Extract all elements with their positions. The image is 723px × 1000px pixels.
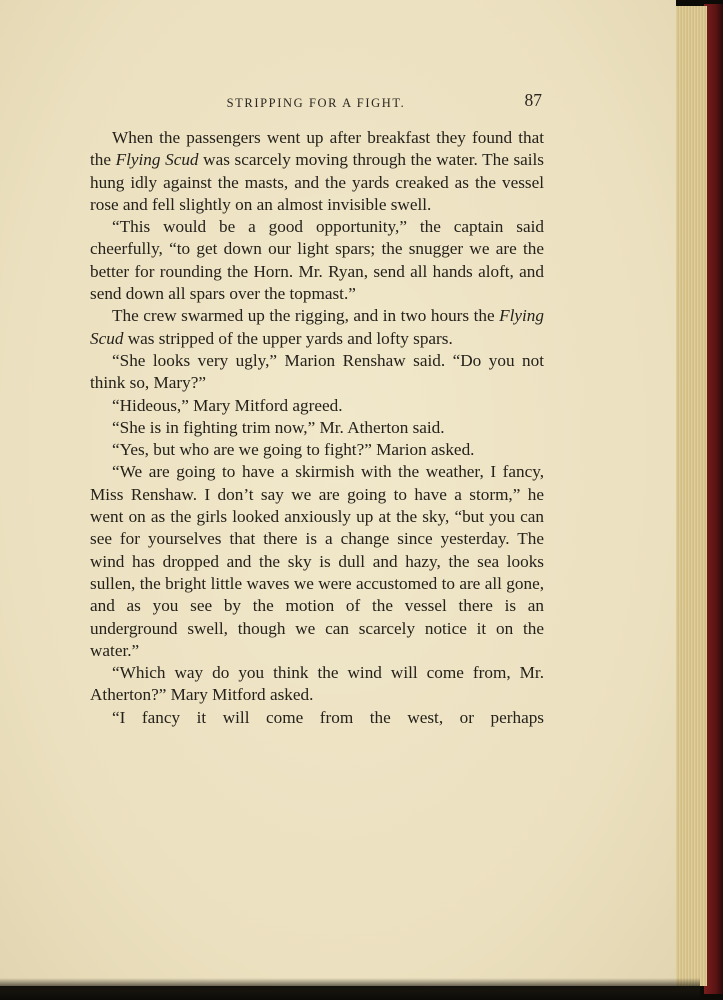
text-run: When the passengers went up after breakfast they found that the (90, 128, 544, 170)
scan-shadow (0, 978, 700, 1000)
paragraph (90, 439, 544, 461)
paragraph (90, 305, 544, 350)
text-run: “I fancy it will come from the west, or perhaps (112, 707, 544, 727)
ship-name: Flying Scud (115, 150, 199, 170)
text-run: was scarcely moving through the water. The sails hung idly against the masts, and the yards creaked as the vessel rose and fell slightly on an almost invisible swell. (90, 150, 544, 214)
running-head (90, 90, 542, 114)
text-run: “She looks very ugly,” Marion Renshaw said. “Do you not think so, Mary?” (90, 350, 544, 393)
text-run: was stripped of the upper yards and lofty spars. (123, 328, 453, 348)
paragraph (90, 395, 544, 417)
text-run: “This would be a good opportunity,” the captain said cheerfully, “to get down our light spars; the snugger we are the better for rounding the Horn. Mr. Ryan, send all hands aloft, and send down all spars over the topmast.” (90, 217, 544, 304)
running-title: STRIPPING FOR A FIGHT. (226, 96, 406, 110)
text-run: “Which way do you think the wind will come from, Mr. Atherton?” Mary Mitford asked. (90, 663, 544, 705)
text-run: “We are going to have a skirmish with the weather, I fancy, Miss Renshaw. I don’t say we are going to have a storm,” he went on as the girls looked anxiously up at the sky, “but you can see for yourselves that there is a change since yesterday. The wind has dropped and the sky is dull and hazy, the sea looks sullen, the bright little waves we were accustomed to are all gone, and as you see by the motion of the vessel there is an underground swell, though we can scarcely notice it on the water.” (90, 462, 544, 660)
text-run: “She is in fighting trim now,” Mr. Atherton said. (112, 417, 445, 437)
body-text (90, 127, 544, 729)
paragraph (90, 707, 544, 729)
paragraph (90, 350, 544, 395)
text-run: The crew swarmed up the rigging, and in two hours the (112, 306, 500, 326)
paragraph (90, 216, 544, 305)
page-number: 87 (524, 90, 542, 110)
page-edges (672, 6, 707, 986)
text-run: “Hideous,” Mary Mitford agreed. (112, 395, 343, 415)
paragraph (90, 461, 544, 662)
paragraph (90, 417, 544, 439)
paragraph (90, 662, 544, 707)
ship-name: Flying Scud (90, 306, 544, 348)
paragraph (90, 127, 544, 216)
text-run: “Yes, but who are we going to fight?” Marion asked. (112, 440, 475, 460)
